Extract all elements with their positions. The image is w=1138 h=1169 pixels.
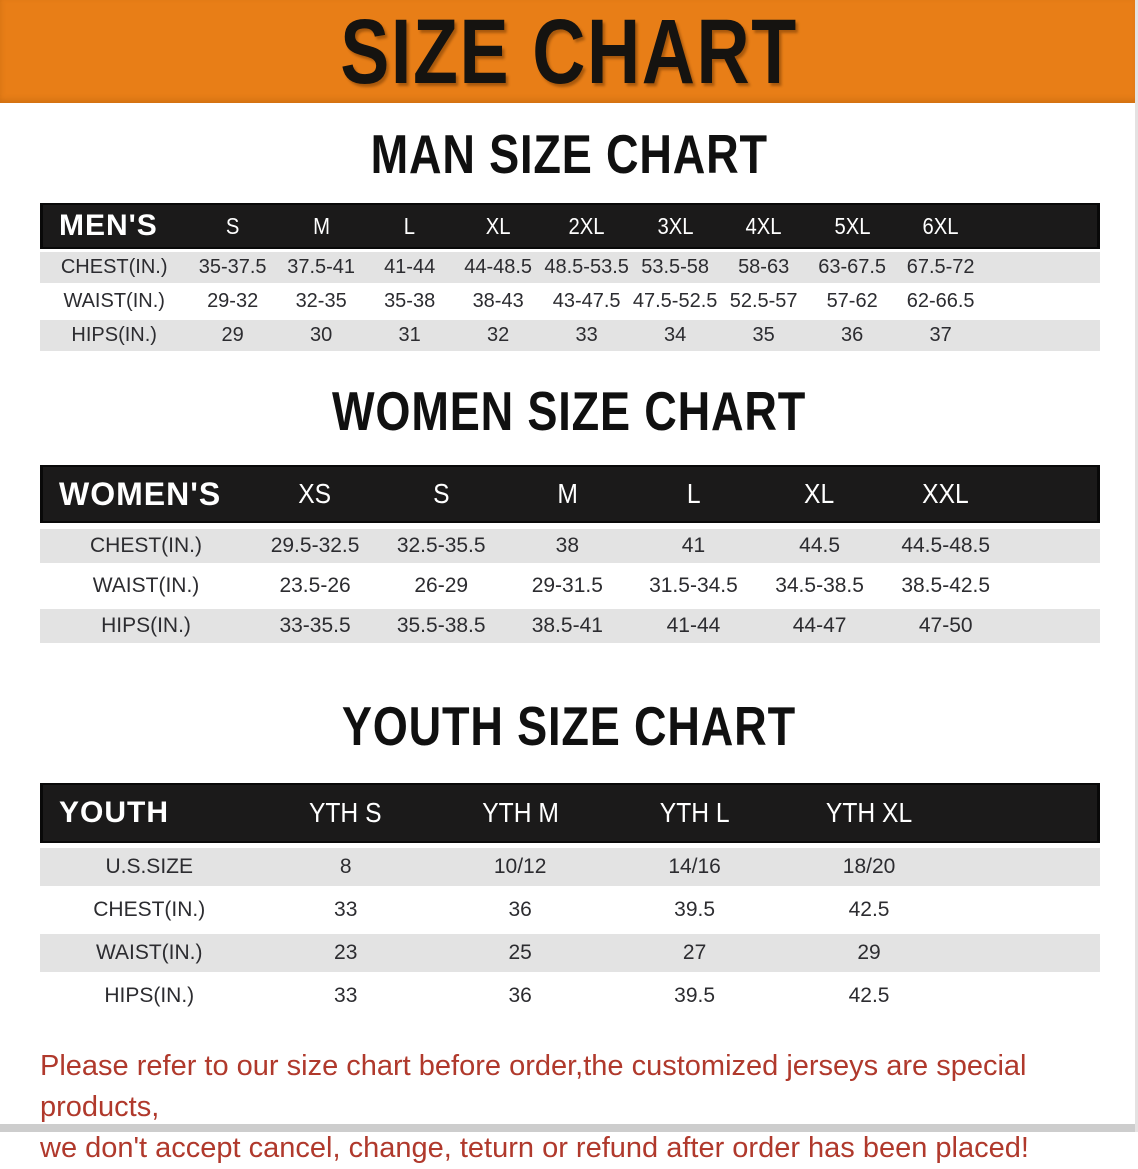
size-value-cell: 62-66.5 [896, 286, 985, 317]
men-size-table [40, 200, 1100, 354]
size-value-cell: 8 [258, 848, 432, 886]
youth-size-table [40, 778, 1100, 1020]
size-value-cell: 37 [896, 320, 985, 351]
women-section [0, 380, 1138, 649]
size-value-cell: 44-47 [757, 609, 883, 643]
measurement-row [40, 529, 1100, 563]
size-column-header: XL [757, 465, 883, 523]
youth-section-heading [0, 695, 1138, 757]
size-value-cell: 14/16 [607, 848, 781, 886]
banner-title: SIZE CHART [340, 0, 798, 103]
size-value-cell: 42.5 [782, 977, 956, 1015]
size-value-cell: 42.5 [782, 891, 956, 929]
size-column-header: XL [454, 203, 543, 249]
size-value-cell: 38 [504, 529, 630, 563]
size-column-header: 5XL [808, 203, 897, 249]
size-column-header: YTH L [607, 783, 781, 843]
size-value-cell: 41-44 [365, 252, 454, 283]
table-corner-label: WOMEN'S [40, 465, 252, 523]
disclaimer-line-1: Please refer to our size chart before order,the customized jerseys are special products, [40, 1050, 1027, 1123]
size-value-cell: 48.5-53.5 [542, 252, 631, 283]
size-value-cell: 30 [277, 320, 366, 351]
measurement-row-label: HIPS(IN.) [40, 977, 258, 1015]
size-column-header: YTH M [433, 783, 607, 843]
measurement-row-label: HIPS(IN.) [40, 609, 252, 643]
size-value-cell: 23.5-26 [252, 569, 378, 603]
size-value-cell: 38-43 [454, 286, 543, 317]
women-size-table [40, 459, 1100, 649]
size-column-header: YTH XL [782, 783, 956, 843]
row-spacer-cell [956, 848, 1100, 886]
measurement-row [40, 252, 1100, 283]
size-value-cell: 35-37.5 [188, 252, 277, 283]
size-header-row [40, 783, 1100, 843]
row-spacer-cell [985, 286, 1100, 317]
size-value-cell: 10/12 [433, 848, 607, 886]
size-column-header: L [365, 203, 454, 249]
size-value-cell: 23 [258, 934, 432, 972]
women-heading-text: WOMEN SIZE CHART [331, 380, 807, 442]
size-value-cell: 44.5-48.5 [883, 529, 1009, 563]
men-section [0, 123, 1138, 354]
size-value-cell: 67.5-72 [896, 252, 985, 283]
size-value-cell: 36 [808, 320, 897, 351]
size-value-cell: 41-44 [630, 609, 756, 643]
size-value-cell: 57-62 [808, 286, 897, 317]
size-column-header: 3XL [631, 203, 720, 249]
table-corner-label: YOUTH [40, 783, 258, 843]
size-value-cell: 38.5-42.5 [883, 569, 1009, 603]
row-spacer-cell [985, 252, 1100, 283]
row-spacer-cell [956, 934, 1100, 972]
size-value-cell: 29-31.5 [504, 569, 630, 603]
row-spacer-cell [1009, 609, 1100, 643]
table-corner-label: MEN'S [40, 203, 188, 249]
size-value-cell: 32.5-35.5 [378, 529, 504, 563]
size-column-header: XXL [883, 465, 1009, 523]
size-value-cell: 27 [607, 934, 781, 972]
measurement-row [40, 977, 1100, 1015]
men-section-heading [0, 123, 1138, 185]
measurement-row-label: WAIST(IN.) [40, 286, 188, 317]
size-value-cell: 43-47.5 [542, 286, 631, 317]
size-value-cell: 25 [433, 934, 607, 972]
bottom-edge-strip [0, 1124, 1138, 1132]
measurement-row [40, 286, 1100, 317]
disclaimer-line-2: we don't accept cancel, change, teturn or refund after order has been placed! [40, 1132, 1029, 1164]
size-value-cell: 31.5-34.5 [630, 569, 756, 603]
size-header-row [40, 465, 1100, 523]
size-value-cell: 18/20 [782, 848, 956, 886]
size-value-cell: 41 [630, 529, 756, 563]
row-spacer-cell [1009, 569, 1100, 603]
size-column-header: 4XL [719, 203, 808, 249]
size-column-header: YTH S [258, 783, 432, 843]
size-header-row [40, 203, 1100, 249]
size-chart-body [0, 123, 1138, 1020]
youth-heading-text: YOUTH SIZE CHART [341, 695, 797, 757]
header-spacer-cell [956, 783, 1100, 843]
size-value-cell: 32 [454, 320, 543, 351]
size-value-cell: 53.5-58 [631, 252, 720, 283]
measurement-row-label: CHEST(IN.) [40, 891, 258, 929]
row-spacer-cell [956, 891, 1100, 929]
size-column-header: XS [252, 465, 378, 523]
size-value-cell: 47-50 [883, 609, 1009, 643]
size-value-cell: 33 [542, 320, 631, 351]
men-heading-text: MAN SIZE CHART [370, 123, 768, 185]
disclaimer-note [40, 1046, 1118, 1169]
size-value-cell: 44.5 [757, 529, 883, 563]
measurement-row-label: CHEST(IN.) [40, 529, 252, 563]
size-value-cell: 36 [433, 891, 607, 929]
size-column-header: M [277, 203, 366, 249]
row-spacer-cell [985, 320, 1100, 351]
measurement-row [40, 320, 1100, 351]
size-value-cell: 44-48.5 [454, 252, 543, 283]
size-value-cell: 35 [719, 320, 808, 351]
size-chart-banner [0, 0, 1138, 103]
size-value-cell: 35-38 [365, 286, 454, 317]
size-value-cell: 47.5-52.5 [631, 286, 720, 317]
size-value-cell: 37.5-41 [277, 252, 366, 283]
size-column-header: S [188, 203, 277, 249]
size-value-cell: 38.5-41 [504, 609, 630, 643]
women-section-heading [0, 380, 1138, 442]
row-spacer-cell [1009, 529, 1100, 563]
size-column-header: M [504, 465, 630, 523]
size-value-cell: 34.5-38.5 [757, 569, 883, 603]
size-value-cell: 29 [782, 934, 956, 972]
size-column-header: 2XL [542, 203, 631, 249]
size-value-cell: 33 [258, 977, 432, 1015]
size-value-cell: 58-63 [719, 252, 808, 283]
size-value-cell: 39.5 [607, 977, 781, 1015]
size-column-header: L [630, 465, 756, 523]
size-value-cell: 52.5-57 [719, 286, 808, 317]
size-column-header: 6XL [896, 203, 985, 249]
size-value-cell: 39.5 [607, 891, 781, 929]
measurement-row [40, 891, 1100, 929]
size-value-cell: 29-32 [188, 286, 277, 317]
size-value-cell: 35.5-38.5 [378, 609, 504, 643]
size-value-cell: 26-29 [378, 569, 504, 603]
size-value-cell: 32-35 [277, 286, 366, 317]
youth-section [0, 695, 1138, 1020]
size-value-cell: 31 [365, 320, 454, 351]
header-spacer-cell [1009, 465, 1100, 523]
header-spacer-cell [985, 203, 1100, 249]
size-value-cell: 29 [188, 320, 277, 351]
measurement-row-label: U.S.SIZE [40, 848, 258, 886]
measurement-row-label: CHEST(IN.) [40, 252, 188, 283]
measurement-row [40, 609, 1100, 643]
measurement-row [40, 848, 1100, 886]
measurement-row-label: WAIST(IN.) [40, 934, 258, 972]
measurement-row [40, 569, 1100, 603]
size-value-cell: 33 [258, 891, 432, 929]
size-column-header: S [378, 465, 504, 523]
measurement-row-label: WAIST(IN.) [40, 569, 252, 603]
size-value-cell: 36 [433, 977, 607, 1015]
size-value-cell: 34 [631, 320, 720, 351]
row-spacer-cell [956, 977, 1100, 1015]
measurement-row-label: HIPS(IN.) [40, 320, 188, 351]
measurement-row [40, 934, 1100, 972]
size-value-cell: 63-67.5 [808, 252, 897, 283]
size-value-cell: 33-35.5 [252, 609, 378, 643]
size-value-cell: 29.5-32.5 [252, 529, 378, 563]
